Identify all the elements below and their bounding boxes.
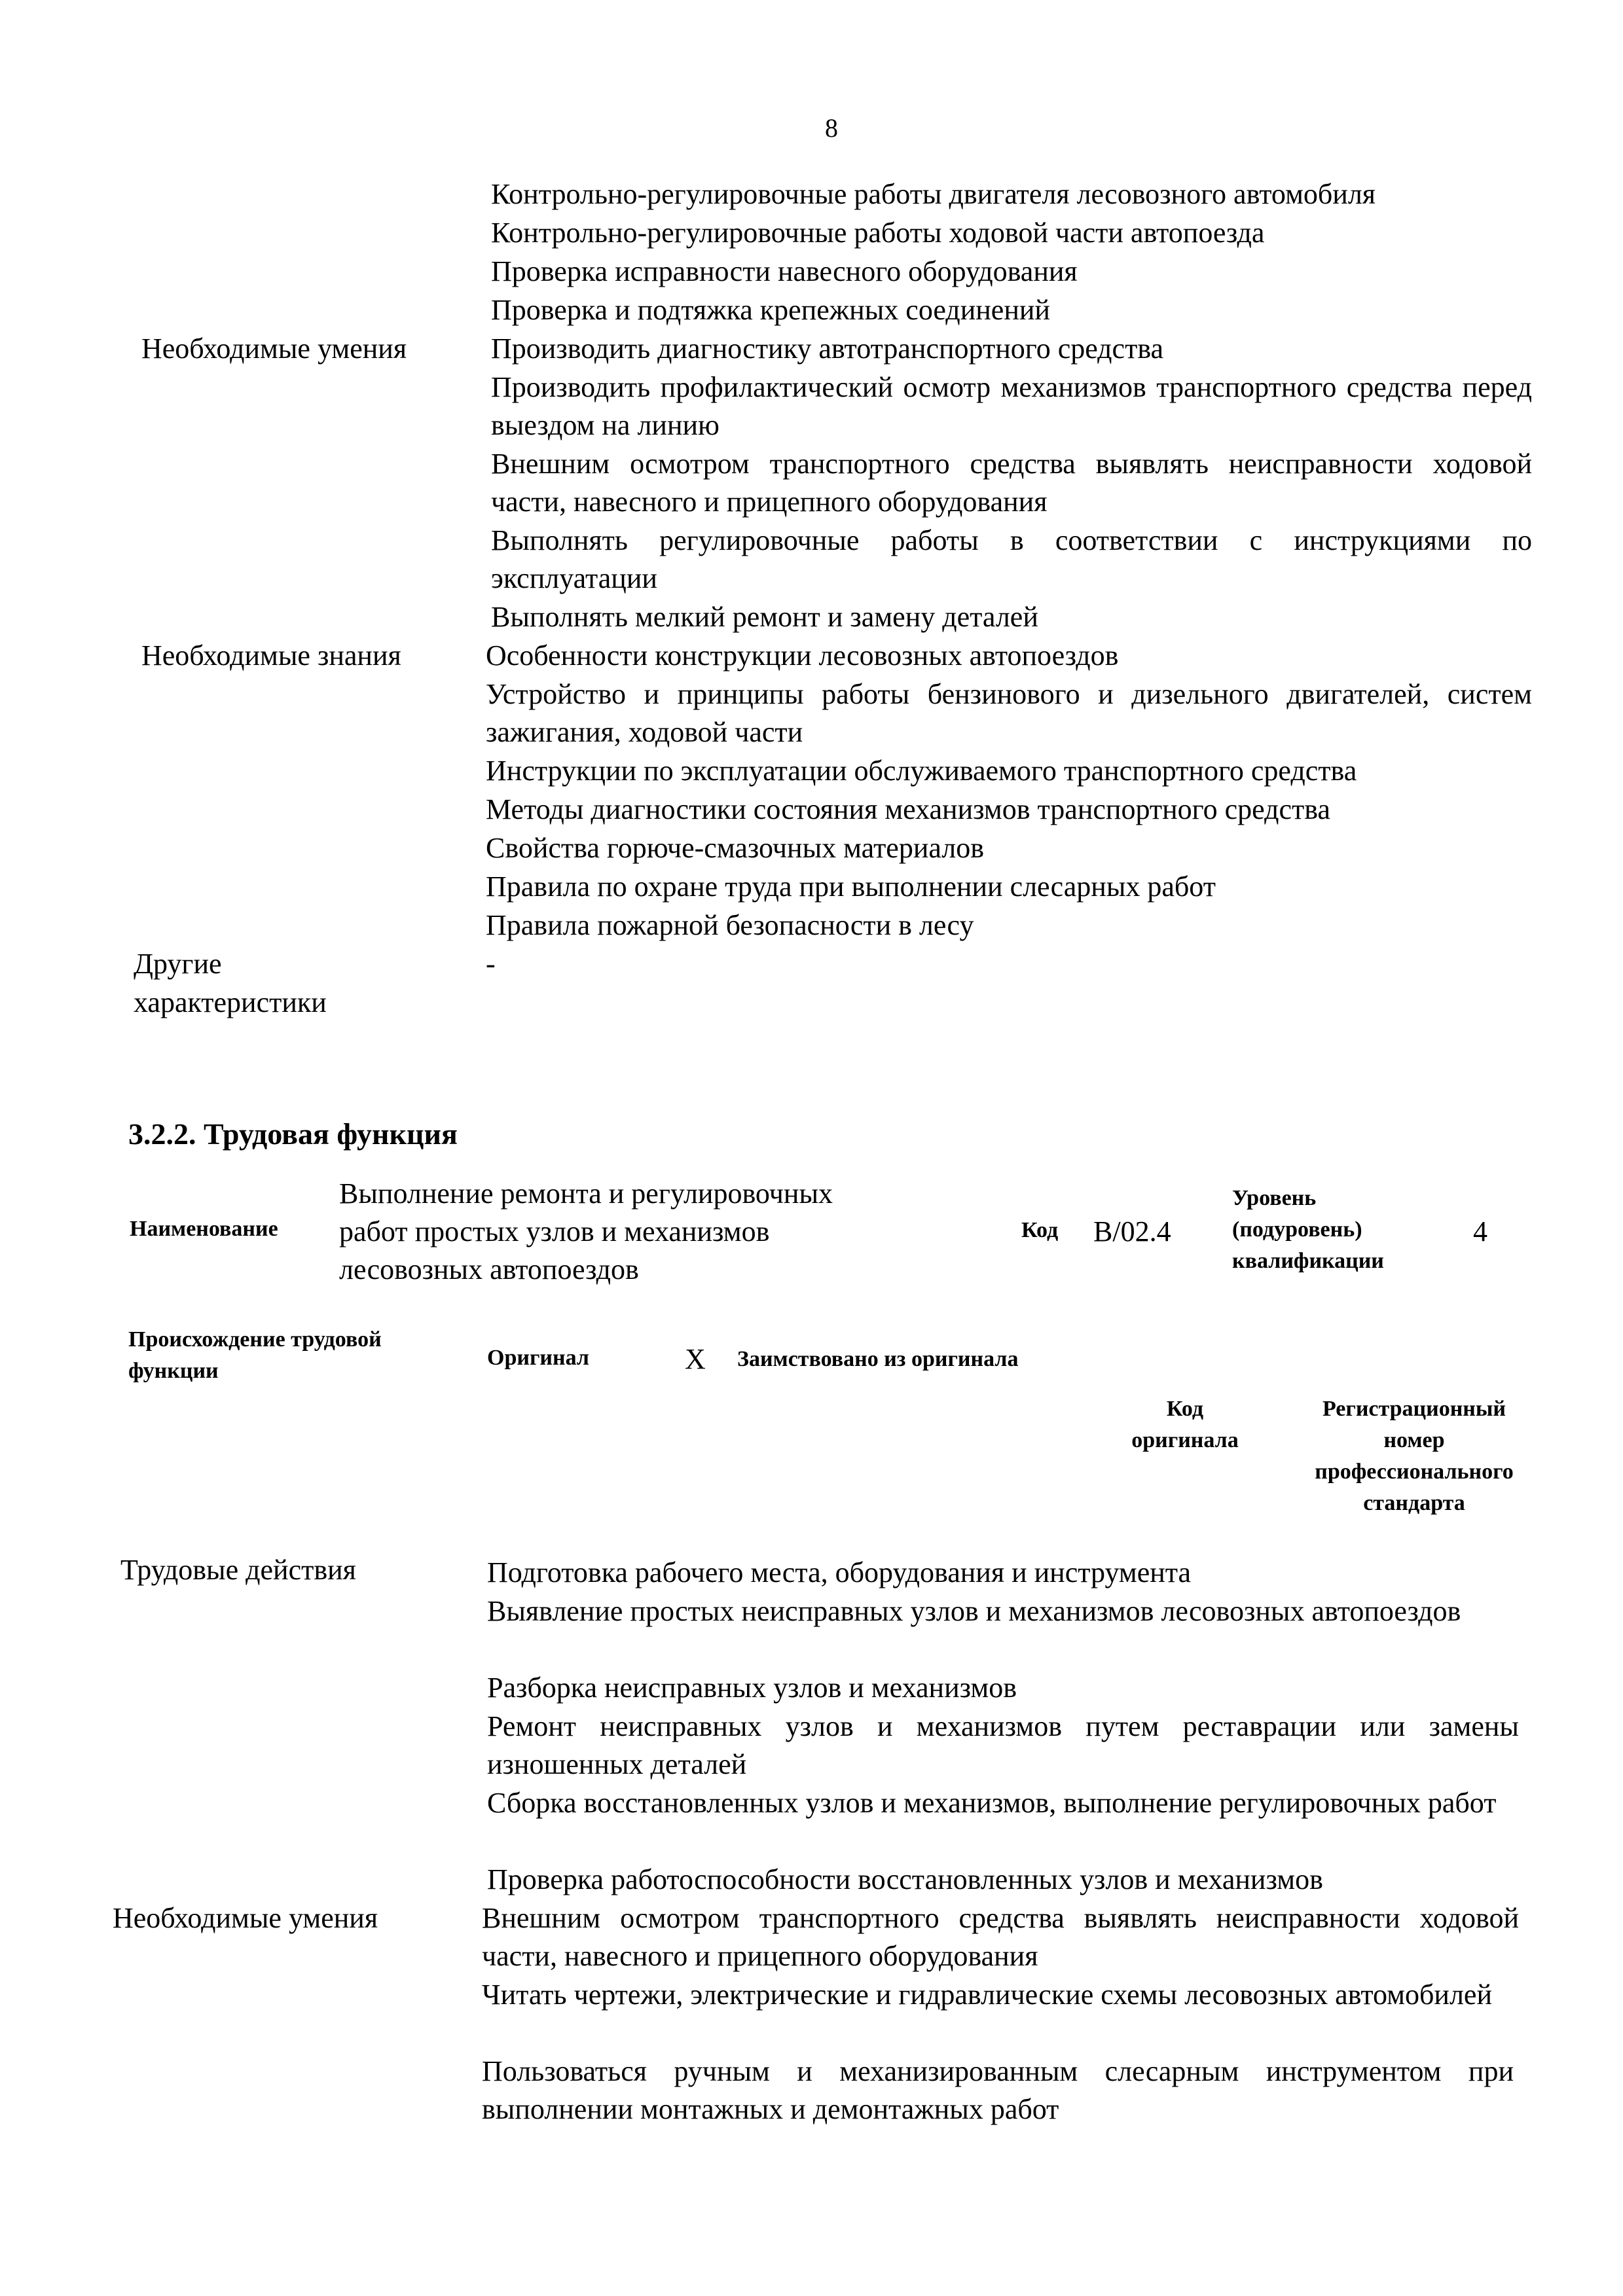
section-title: 3.2.2. Трудовая функция <box>128 1117 458 1151</box>
origin-mark: X <box>685 1343 706 1375</box>
list-item: Правила пожарной безопасности в лесу <box>486 909 974 941</box>
page-number: 8 <box>825 113 838 143</box>
reg-number-label: стандарта <box>1363 1491 1465 1515</box>
list-item: Контрольно-регулировочные работы ходовой части автопоезда <box>491 217 1265 249</box>
list-item: Ремонт неисправных узлов и механизмов путем реставрации или замены изношенных деталей <box>487 1710 1519 1780</box>
list-item: Внешним осмотром транспортного средства выявлять неисправности ходовой части, навесного и прицепного оборудования <box>482 1902 1519 1972</box>
reg-number-label: номер <box>1383 1428 1445 1452</box>
list-item: Устройство и принципы работы бензинового и дизельного двигателей, систем зажигания, ходовой части <box>486 678 1532 748</box>
origin-label: Происхождение трудовой <box>128 1327 382 1352</box>
list-item: Разборка неисправных узлов и механизмов <box>487 1672 1017 1704</box>
orig-code-label: оригинала <box>1131 1428 1239 1452</box>
list-item: Методы диагностики состояния механизмов транспортного средства <box>486 793 1330 825</box>
list-item: Проверка и подтяжка крепежных соединений <box>491 294 1050 326</box>
list-item: Подготовка рабочего места, оборудования и инструмента <box>487 1556 1192 1588</box>
original-label: Оригинал <box>487 1346 589 1370</box>
list-item: Проверка исправности навесного оборудования <box>491 255 1078 287</box>
other-label: Другие <box>134 948 222 980</box>
list-item: Контрольно-регулировочные работы двигателя лесовозного автомобиля <box>491 178 1376 210</box>
list-item: Инструкции по эксплуатации обслуживаемого транспортного средства <box>486 755 1357 787</box>
name-value: лесовозных автопоездов <box>339 1253 639 1285</box>
list-item: Свойства горюче-смазочных материалов <box>486 832 985 864</box>
level-label: (подуровень) <box>1232 1217 1362 1242</box>
level-label: квалификации <box>1232 1249 1384 1273</box>
list-item: Выполнять мелкий ремонт и замену деталей <box>491 601 1038 633</box>
borrowed-label: Заимствовано из оригинала <box>737 1347 1019 1371</box>
list-item: Пользоваться ручным и механизированным слесарным инструментом при выполнении монтажных и демонтажных работ <box>482 2055 1514 2125</box>
skills-label: Необходимые умения <box>113 1902 378 1934</box>
level-value: 4 <box>1473 1215 1487 1247</box>
list-item: Внешним осмотром транспортного средства выявлять неисправности ходовой части, навесного и прицепного оборудования <box>491 448 1532 518</box>
other-label: характеристики <box>134 986 327 1018</box>
origin-label: функции <box>128 1359 219 1383</box>
knowledge-label: Необходимые знания <box>141 639 401 672</box>
name-value: работ простых узлов и механизмов <box>339 1215 770 1247</box>
level-label: Уровень <box>1232 1186 1317 1210</box>
skills-label: Необходимые умения <box>141 332 407 365</box>
list-item: Сборка восстановленных узлов и механизмов, выполнение регулировочных работ <box>487 1787 1497 1819</box>
list-item: Выполнять регулировочные работы в соответствии с инструкциями по эксплуатации <box>491 524 1532 594</box>
other-value: - <box>486 948 496 980</box>
list-item: Производить профилактический осмотр механизмов транспортного средства перед выездом на линию <box>491 371 1532 441</box>
list-item: Читать чертежи, электрические и гидравлические схемы лесовозных автомобилей <box>482 1979 1492 2011</box>
name-label: Наименование <box>130 1217 278 1241</box>
code-label: Код <box>1021 1218 1059 1242</box>
name-value: Выполнение ремонта и регулировочных <box>339 1177 833 1210</box>
actions-label: Трудовые действия <box>120 1554 356 1586</box>
list-item: Правила по охране труда при выполнении слесарных работ <box>486 870 1216 903</box>
reg-number-label: профессионального <box>1315 1460 1514 1484</box>
list-item: Особенности конструкции лесовозных автопоездов <box>486 639 1119 672</box>
list-item: Выявление простых неисправных узлов и механизмов лесовозных автопоездов <box>487 1595 1461 1627</box>
orig-code-label: Код <box>1166 1397 1204 1421</box>
list-item: Производить диагностику автотранспортного средства <box>491 332 1164 365</box>
code-value: В/02.4 <box>1093 1215 1171 1247</box>
list-item: Проверка работоспособности восстановленных узлов и механизмов <box>487 1863 1323 1895</box>
reg-number-label: Регистрационный <box>1322 1397 1506 1421</box>
